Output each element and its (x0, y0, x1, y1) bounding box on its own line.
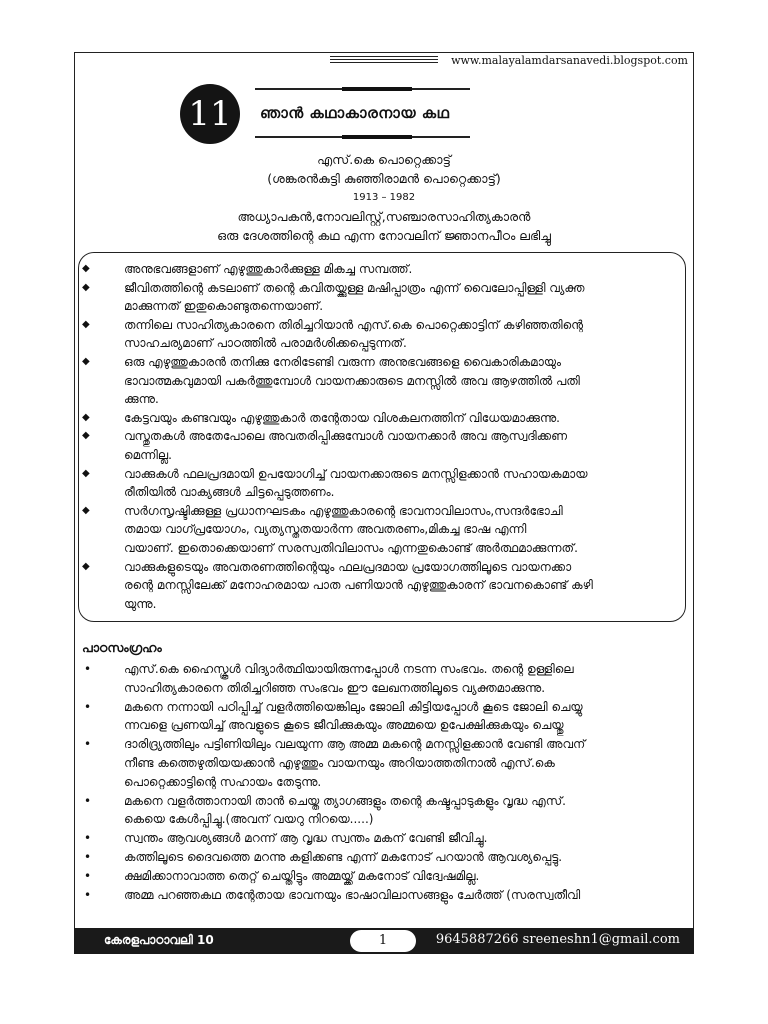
bullet-icon: • (84, 662, 92, 676)
author-years: 1913 – 1982 (352, 192, 416, 203)
key-point-item-line: രന്റെ മനസ്സിലേക്ക് മനോഹരമായ പാത പണിയാൻ എഴുത്തുകാരന് ഭാവനകൊണ്ട് കഴി (124, 578, 593, 593)
author-roles: അധ്യാപകൻ,നോവലിസ്റ്റ്,സഞ്ചാരസാഹിത്യകാരൻ (237, 209, 531, 224)
summary-item-line: ദാരിദ്ര്യത്തിലും പട്ടിണിയിലും വലയുന്ന ആ അമ്മ മകന്റെ മനസ്സിളക്കാൻ വേണ്ടി അവന് (124, 737, 586, 752)
bullet-icon: ◆ (82, 560, 90, 572)
summary-item-line: കത്തിലൂടെ ദൈവത്തെ മറന്നു കളിക്കണ്ട എന്ന് മകനോട് പറയാൻ ആവശ്യപ്പെട്ടു. (124, 849, 563, 864)
bullet-icon: • (84, 793, 92, 808)
chapter-number-badge: 11 (180, 84, 240, 144)
key-point-item-line: സാഹചര്യമാണ് പാഠത്തിൽ പരാമർശിക്കപ്പെടുന്നത്. (124, 336, 407, 351)
key-point-item-line: യുന്നു. (124, 596, 157, 611)
title-rule-accent (342, 87, 412, 91)
key-point-item-line: വാക്കുകളുടെയും അവതരണത്തിന്റെയും ഫലപ്രദമായ പ്രയോഗത്തിലൂടെ വായനക്കാ (124, 559, 572, 574)
summary-item (80, 829, 684, 848)
summary-list (80, 660, 684, 904)
key-point-item (80, 502, 680, 558)
chapter-title: ഞാൻ കഥാകാരനായ കഥ (260, 104, 450, 122)
key-point-item-line: ജീവിതത്തിന്റെ കടലാണ് തന്റെ കവിതയ്ക്കുള്ള മഷിപ്പാത്രം എന്ന് വൈലോപ്പിള്ളി വ്യക്ത (124, 280, 585, 295)
summary-item (80, 698, 684, 736)
site-url[interactable]: www.malayalamdarsanavedi.blogspot.com (451, 54, 688, 67)
summary-item-line: സാഹിത്യകാരനെ തിരിച്ചറിഞ്ഞ സംഭവം ഈ ലേഖനത്തിലൂടെ വ്യക്തമാക്കുന്നു. (124, 680, 546, 695)
key-point-item (80, 427, 680, 464)
key-point-item-line: മെന്നില്ല. (124, 447, 172, 462)
summary-item-line: എസ്.കെ ഹൈസ്കൂൾ വിദ്യാർത്ഥിയായിരുന്നപ്പോൾ നടന്ന സംഭവം. തന്റെ ഉള്ളിലെ (124, 662, 574, 676)
key-point-item (80, 558, 680, 614)
summary-item (80, 792, 684, 830)
key-point-item-line: തമായ വാഗ്പ്രയോഗം, വ്യത്യസ്തതയാർന്ന അവതരണം,മികച്ച ഭാഷ എന്നി (124, 522, 527, 537)
summary-item-line: പൊറ്റെക്കാട്ടിന്റെ സഹായം തേടുന്നു. (124, 774, 322, 789)
bullet-icon: ◆ (82, 467, 90, 479)
url-decorative-rules (330, 56, 438, 65)
key-point-item-line: മാക്കുന്നത് ഇതുകൊണ്ടുതന്നെയാണ്. (124, 299, 324, 314)
bullet-icon: • (84, 887, 92, 902)
bullet-icon: ◆ (82, 355, 90, 367)
summary-item (80, 886, 684, 905)
key-points-list (80, 260, 680, 613)
bullet-icon: ◆ (82, 281, 90, 293)
summary-item-line: ക്ഷമിക്കാനാവാത്ത തെറ്റ് ചെയ്തിട്ടും അമ്മയ്ക്ക് മകനോട് വിദ്വേഷമില്ല. (124, 868, 480, 883)
bullet-icon: • (84, 737, 92, 752)
summary-item-line: മകനെ വളർത്താനായി താൻ ചെയ്ത ത്യാഗങ്ങളും തന്റെ കഷ്ടപ്പാടുകളും വൃദ്ധ എസ്. (124, 793, 566, 808)
key-point-item (80, 260, 680, 279)
key-point-item (80, 353, 680, 409)
key-point-item-line: ഒരു എഴുത്തുകാരൻ തനിക്കു നേരിടേണ്ടി വരുന്ന അനുഭവങ്ങളെ വൈകാരികമായും (124, 354, 562, 369)
bullet-icon: • (84, 868, 92, 883)
summary-heading: പാഠസംഗ്രഹം (82, 640, 162, 655)
key-point-item-line: സർഗസൃഷ്ടിക്കുള്ള പ്രധാനഘടകം എഴുത്തുകാരന്റെ ഭാവനാവിലാസം,സന്ദർഭോചി (124, 503, 563, 518)
footer-contact: 9645887266 sreeneshn1@gmail.com (435, 932, 680, 947)
summary-item (80, 660, 684, 698)
summary-item-line: അമ്മ പറഞ്ഞകഥ തന്റേതായ ഭാവനയും ഭാഷാവിലാസങ്ങളും ചേർത്ത് (സരസ്വതീവി (124, 887, 581, 902)
summary-item-line: കെയെ കേൾപ്പിച്ചു.(അവന് വയറു നിറയെ.....) (124, 812, 374, 827)
bullet-icon: • (84, 699, 92, 714)
summary-item-line: നീണ്ട കത്തെഴുതിയയക്കാൻ എഴുത്തും വായനയും അറിയാത്തതിനാൽ എസ്.കെ (124, 755, 555, 770)
summary-item (80, 735, 684, 791)
key-point-item (80, 465, 680, 502)
author-award: ഒരു ദേശത്തിന്റെ കഥ എന്ന നോവലിന് ജ്ഞാനപീഠം ലഭിച്ചു (217, 228, 551, 243)
bullet-icon: ◆ (82, 430, 90, 442)
key-point-item (80, 316, 680, 353)
summary-item-line: സ്വന്തം ആവശ്യങ്ങൾ മറന്ന് ആ വൃദ്ധ സ്വന്തം മകന് വേണ്ടി ജീവിച്ചു. (124, 831, 488, 846)
summary-item-line: മകനെ നന്നായി പഠിപ്പിച്ച് വളർത്തിയെങ്കിലും ജോലി കിട്ടിയപ്പോൾ കൂടെ ജോലി ചെയ്യു (124, 699, 583, 714)
key-point-item-line: ഭാവാത്മകവുമായി പകർത്തുമ്പോൾ വായനക്കാരുടെ മനസ്സിൽ അവ ആഴത്തിൽ പതി (124, 373, 580, 388)
bullet-icon: ◆ (82, 504, 90, 516)
author-info (76, 150, 692, 245)
title-rule-accent (342, 135, 412, 139)
summary-item-line: ന്നവളെ പ്രണയിച്ച് അവളുടെ കൂടെ ജീവിക്കുകയും അമ്മയെ ഉപേക്ഷിക്കുകയും ചെയ്തു (124, 718, 564, 733)
footer-book-title: കേരളപാഠാവലി 10 (104, 933, 214, 947)
key-point-item (80, 409, 680, 428)
bullet-icon: ◆ (82, 411, 90, 423)
bullet-icon: • (84, 831, 92, 846)
author-name: എസ്.കെ പൊറ്റെക്കാട്ട് (317, 152, 451, 167)
page-number: 1 (350, 930, 416, 952)
key-point-item-line: ക്കുന്നു. (124, 392, 159, 407)
key-point-item-line: തന്നിലെ സാഹിത്യകാരനെ തിരിച്ചറിയാൻ എസ്.കെ പൊറ്റെക്കാട്ടിന് കഴിഞ്ഞതിന്റെ (124, 317, 584, 332)
bullet-icon: • (84, 849, 92, 864)
footer-bar (74, 928, 694, 954)
key-point-item-line: വാക്കുകൾ ഫലപ്രദമായി ഉപയോഗിച്ച് വായനക്കാരുടെ മനസ്സിളക്കാൻ സഹായകമായ (124, 466, 588, 481)
key-point-item-line: വയാണ്. ഇതൊക്കെയാണ് സരസ്വതിവിലാസം എന്നതുകൊണ്ട് അർത്ഥമാക്കുന്നത്. (124, 540, 578, 555)
summary-item (80, 867, 684, 886)
key-point-item-line: കേട്ടവയും കണ്ടവയും എഴുത്തുകാർ തന്റേതായ വിശകലനത്തിന് വിധേയമാക്കുന്നു. (124, 410, 560, 425)
key-point-item-line: രീതിയിൽ വാക്യങ്ങൾ ചിട്ടപ്പെടുത്തണം. (124, 485, 335, 500)
bullet-icon: ◆ (82, 263, 90, 274)
author-full-name: (ശങ്കരൻകുട്ടി കുഞ്ഞിരാമൻ പൊറ്റെക്കാട്ട്) (267, 171, 501, 186)
key-point-item-line: വസ്തുതകൾ അതേപോലെ അവതരിപ്പിക്കുമ്പോൾ വായനക്കാർ അവ ആസ്വദിക്കണ (124, 429, 568, 444)
summary-item (80, 848, 684, 867)
bullet-icon: ◆ (82, 318, 90, 330)
key-point-item-line: അനുഭവങ്ങളാണ് എഴുത്തുകാർക്കുള്ള മികച്ച സമ്പത്ത്. (124, 262, 413, 276)
key-point-item (80, 279, 680, 316)
